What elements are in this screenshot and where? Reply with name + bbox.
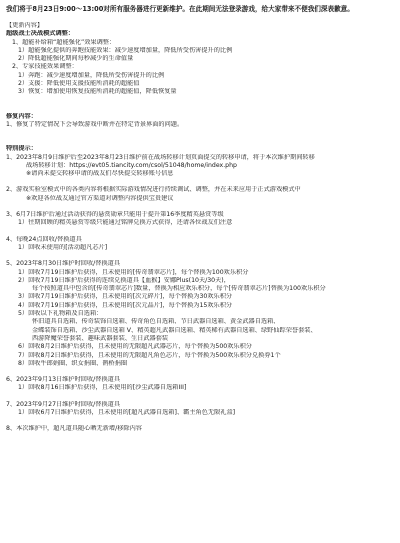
list-item: 8）回收牛郎娟圈、织女捐圈、鹊桥捐圈 xyxy=(18,359,128,367)
list-item: 2）降低超能强化期间每秒减少的生命值量 xyxy=(18,55,134,63)
fix-heading: 修复内容： xyxy=(6,112,37,120)
update-title: 超级战士决战模式调整： xyxy=(6,30,75,38)
list-item: 西游降魔荣誉套装、趣味武器套装、生日武器套装 xyxy=(32,334,169,342)
list-item: 1、超能补给箱“超能强化”效果调整： xyxy=(12,38,116,46)
special-notice-heading: 特别提示： xyxy=(6,145,37,153)
list-item: 1、2023年8月9日维护后至2023年8月23日维护前在战场转移计划页面提交的转移申请，将于本次维护期间转移 xyxy=(6,153,315,161)
list-item: 4）回收7月19日维护后获得，且未使用的[次元晶片]，每个替换为15欢乐积分 xyxy=(18,301,233,309)
update-heading: 【更新内容】 xyxy=(6,22,44,29)
list-item: 6、2023年9月13日维护时回收/替换道具 xyxy=(6,376,121,384)
list-item: 1）奔跑：减少速度增加量，降低所受伤害提升的比例 xyxy=(18,71,165,79)
list-item: 2、专家技能效果调整： xyxy=(12,63,78,71)
list-item: 3）恢复：增加使用恢复技能所消耗的超能值，降低恢复量 xyxy=(18,88,177,96)
list-item: 1）往期回顾的精英悬赏等级只能通过铭牌兑换方式获得，还请各位战友们注意 xyxy=(18,219,233,227)
list-item: ※欢迎各位战友通过官方渠道对调整内容提供宝贵建议 xyxy=(26,194,174,202)
list-item: 1）回收6月7日维护后获得，且未使用的[超凡武器自选箱]、霸主角色无限礼盒] xyxy=(18,408,236,416)
list-item: 5）回收以下礼物箱及自选箱： xyxy=(18,310,103,318)
list-item: 战场转移计划：https://evt05.tiancity.com/csol/51048/home/index.php xyxy=(26,161,237,169)
list-item: 4、每晚24点回收/替换道具 xyxy=(6,235,82,243)
list-item: 怀旧道具自选箱、传奇装饰自选箱、传奇角色自选箱、节日武器自选箱、黄金武器自选箱、 xyxy=(32,318,280,326)
list-item: 1）回收未使用的[活动超凡芯片] xyxy=(18,243,108,251)
list-item: 5、2023年8月30日维护时回收/替换道具 xyxy=(6,260,121,268)
special-notice-section xyxy=(6,145,394,433)
list-item: 1）超能强化提供的奔跑技能效果：减少速度增加量，降低所受伤害提升的比例 xyxy=(18,46,233,54)
list-item: ※请尚未提交转移申请的战友们尽快提交转移账号信息 xyxy=(26,170,174,178)
list-item: 8、本次维护中，超凡道具随心晒无新增/移除内容 xyxy=(6,425,142,433)
list-item: 3）回收7月19日维护后获得，且未使用的[次元碎片]，每个替换为30欢乐积分 xyxy=(18,293,233,301)
list-item: 金蝶装饰自选箱、沙尘武器自选箱 V、精英超凡武器自选箱、精英稀有武器自选箱、绿野仙踪荣誉套装、 xyxy=(32,326,317,334)
list-item: 2）支援：降低使用支援技能所消耗的超能值 xyxy=(18,80,140,88)
update-section xyxy=(6,22,394,97)
list-item: 1）回收7月19日维护后获得，且未使用的[传奇翡翠芯片]，每个替换为100欢乐积分 xyxy=(18,268,249,276)
list-item: 每个按照道具中包含的[传奇翡翠芯片]数量，替换为相应欢乐积分，每个[传奇翡翠芯片]替换为100欢乐积分 xyxy=(32,285,326,293)
list-item: 6）回收8月2日维护后获得，且未使用的无限超凡武器芯片，每个替换为500欢乐积分 xyxy=(18,343,252,351)
list-item: 2）回收7月19日维护后获得的连续兑换道具【血猴】安娜Plus(10天/30天)， xyxy=(18,276,230,284)
list-item: 7、2023年9月27日维护时回收/替换道具 xyxy=(6,400,121,408)
list-item: 7）回收8月2日维护后获得，且未使用的无限超凡角色芯片，每个替换为500欢乐积分兑换券1个 xyxy=(18,351,281,359)
fix-section xyxy=(6,113,394,130)
maintenance-notice: 我们将于8月23日9:00～13:00对所有服务器进行更新维护。在此期间无法登录游戏，给大家带来不便我们深表歉意。 xyxy=(6,5,354,13)
list-item: 1）回收8月16日维护后获得，且未使用的[沙尘武器自选箱III] xyxy=(18,384,187,392)
list-item: 1、修复了特定情况下会导致游戏中断并在特定背景界面的问题。 xyxy=(6,120,184,128)
list-item: 3、6月7日维护后通过活动获得的悬赏勋章只能用于提升第16季度精英悬赏等级 xyxy=(6,211,224,219)
list-item: 2、游戏实验室模式中的各类内容将根据实际游戏情况进行持续调试、调整，并在未来应用于正式游戏模式中 xyxy=(6,186,301,194)
